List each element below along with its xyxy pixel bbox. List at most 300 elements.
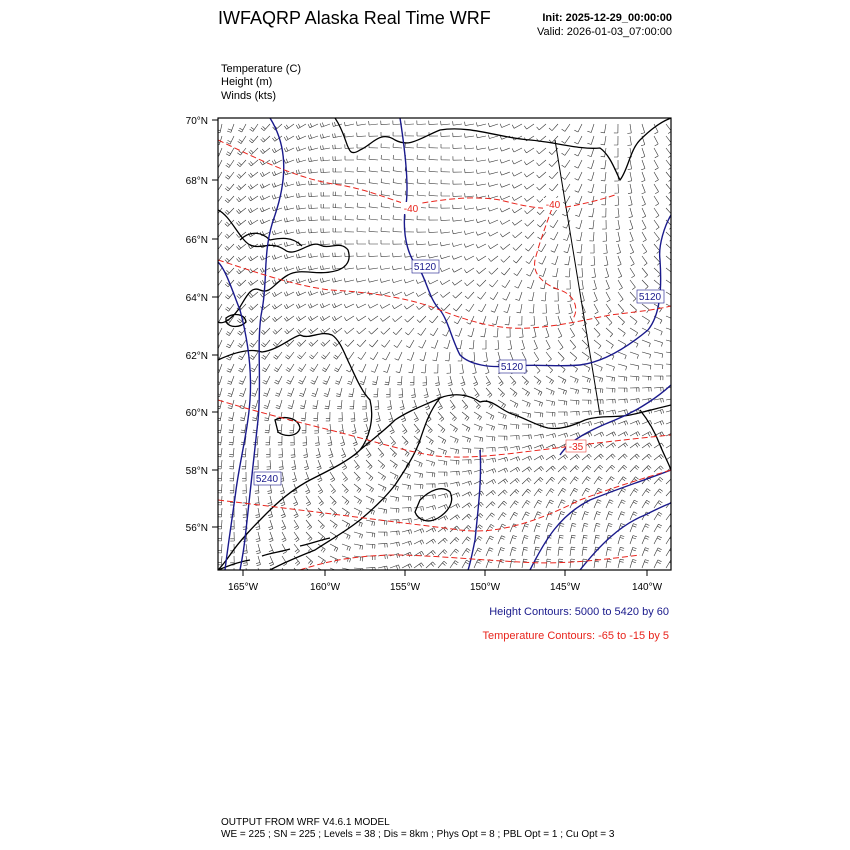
- wind-barb: [546, 423, 555, 427]
- wind-barb: [335, 376, 342, 384]
- wind-barb: [510, 536, 517, 545]
- wind-barb: [476, 232, 486, 236]
- wind-barb: [429, 144, 438, 148]
- wind-barb: [263, 376, 271, 384]
- wind-barb: [242, 460, 246, 469]
- wind-barb: [342, 496, 349, 505]
- wind-barb: [537, 148, 547, 154]
- wind-barb: [514, 268, 522, 276]
- wind-barb: [414, 472, 423, 478]
- lat-label-66: 66°N: [185, 235, 208, 246]
- wind-barb: [522, 467, 532, 472]
- wind-barb: [539, 268, 546, 277]
- wind-barb: [309, 205, 318, 209]
- wind-barb: [309, 193, 318, 197]
- wind-barb: [402, 519, 412, 523]
- wind-barb: [393, 316, 403, 322]
- wind-barb: [426, 528, 436, 533]
- wind-barb: [392, 279, 402, 283]
- wind-barb: [440, 280, 450, 285]
- wind-barb: [606, 410, 616, 414]
- wind-barb: [429, 316, 438, 323]
- wind-barb: [614, 148, 618, 157]
- wind-barb: [368, 278, 378, 282]
- wind-barb: [582, 512, 589, 521]
- wind-barb: [320, 278, 330, 283]
- wind-barb: [606, 512, 613, 521]
- wind-barb: [268, 496, 273, 506]
- wind-barb: [396, 364, 402, 373]
- wind-barb: [594, 376, 603, 382]
- wind-barb: [532, 328, 536, 338]
- wind-barb: [491, 304, 498, 312]
- wind-barb: [318, 484, 323, 494]
- wind-barb: [248, 184, 258, 189]
- wind-barb: [588, 172, 594, 181]
- wind-barb: [390, 554, 400, 558]
- wind-barb: [534, 489, 543, 496]
- wind-barb: [565, 256, 571, 265]
- wind-barb: [642, 352, 651, 358]
- wind-barb: [341, 448, 346, 458]
- coastline-north: [335, 118, 671, 180]
- temperature-contour-inner: [535, 200, 576, 320]
- wind-barb: [465, 181, 474, 185]
- wind-barb: [274, 364, 282, 372]
- wind-barb: [381, 340, 390, 347]
- wind-barb: [617, 244, 621, 254]
- wind-barb: [429, 229, 438, 233]
- wind-barb: [615, 184, 619, 193]
- wind-barb: [498, 436, 507, 440]
- wind-barb: [570, 535, 576, 544]
- wind-barb: [309, 181, 318, 185]
- wind-barb: [486, 436, 495, 441]
- wind-barb: [297, 181, 307, 185]
- wind-barb: [582, 400, 591, 404]
- wind-barb: [311, 388, 318, 397]
- wind-barb: [375, 400, 379, 409]
- wind-barb: [641, 172, 645, 182]
- wind-barb: [371, 364, 378, 372]
- wind-barb: [461, 376, 466, 386]
- wind-barb: [522, 376, 529, 385]
- wind-barb: [370, 352, 378, 360]
- wind-barb: [642, 489, 650, 496]
- wind-barb: [381, 203, 390, 208]
- wind-barb: [369, 121, 378, 125]
- wind-barb: [476, 146, 486, 150]
- wind-barb: [260, 219, 270, 224]
- wind-barb: [627, 136, 631, 146]
- wind-barb: [510, 559, 516, 568]
- wind-barb: [236, 220, 246, 226]
- wind-barb: [345, 328, 355, 334]
- wind-barb: [237, 292, 246, 298]
- wind-barb: [275, 388, 282, 396]
- wind-barb: [417, 155, 426, 160]
- temperature-label-40-b: -40: [545, 200, 561, 211]
- wind-barb: [534, 466, 544, 472]
- wind-barb: [486, 513, 495, 520]
- wind-barb: [513, 232, 523, 238]
- wind-barb: [342, 472, 348, 482]
- wind-barb: [357, 240, 366, 244]
- wind-barb: [256, 532, 261, 542]
- wind-barb: [594, 477, 602, 484]
- lon-label-165: 165°W: [227, 582, 259, 593]
- wind-barb: [378, 472, 386, 480]
- wind-barb: [558, 477, 567, 484]
- wind-barb: [618, 559, 624, 568]
- wind-barb: [284, 206, 294, 210]
- wind-barb: [240, 412, 246, 421]
- wind-barb: [606, 364, 615, 371]
- wind-barb: [416, 292, 426, 297]
- lat-label-56: 56°N: [185, 523, 208, 534]
- wind-barb: [330, 508, 337, 517]
- wind-barb: [387, 400, 391, 410]
- wind-barb: [237, 172, 246, 178]
- wind-barb: [587, 136, 594, 145]
- wind-barb: [558, 547, 563, 556]
- wind-barb: [469, 340, 474, 349]
- wind-barb: [429, 179, 438, 184]
- wind-barb: [642, 560, 649, 568]
- wind-barb: [230, 472, 234, 481]
- wind-barb: [334, 364, 342, 372]
- wind-barb: [462, 537, 471, 544]
- wind-barb: [546, 523, 552, 532]
- wind-barb: [432, 352, 438, 361]
- wind-barb: [476, 158, 486, 162]
- wind-barb: [576, 232, 582, 241]
- wind-barb: [308, 157, 318, 161]
- wind-barb: [476, 219, 486, 223]
- lon-label-140: 140°W: [631, 582, 663, 593]
- wind-barb: [462, 460, 471, 464]
- wind-barb: [570, 352, 577, 361]
- wind-barb: [654, 477, 663, 484]
- wind-barb: [594, 292, 598, 302]
- wind-barb: [452, 230, 462, 234]
- wind-barb: [306, 568, 313, 577]
- wind-barb: [525, 232, 534, 239]
- wind-barb: [474, 412, 482, 420]
- wind-barb: [441, 217, 450, 221]
- wind-barb: [351, 412, 355, 421]
- wind-barb: [498, 447, 508, 451]
- wind-barb: [447, 364, 451, 373]
- wind-barb: [577, 244, 582, 253]
- wind-barb: [525, 244, 534, 251]
- wind-barb: [642, 244, 647, 254]
- wind-barb: [594, 410, 604, 414]
- wind-barb: [502, 280, 510, 288]
- wind-barb: [654, 196, 659, 206]
- wind-barb: [606, 454, 615, 460]
- wind-barb: [606, 376, 615, 382]
- wind-barb: [366, 448, 371, 458]
- wind-barb: [369, 179, 378, 184]
- wind-barb: [654, 208, 659, 218]
- wind-barb: [342, 520, 350, 528]
- wind-barb: [249, 160, 258, 166]
- wind-barb: [293, 496, 298, 506]
- wind-barb: [486, 424, 495, 430]
- wind-barb: [272, 230, 282, 235]
- wind-barb: [537, 220, 546, 227]
- wind-barb: [562, 148, 571, 155]
- wind-barb: [630, 280, 635, 290]
- wind-barb: [537, 160, 547, 166]
- wind-barb: [515, 280, 523, 288]
- wind-barb: [304, 460, 309, 470]
- wind-barb: [641, 148, 645, 158]
- wind-barb: [476, 134, 486, 138]
- wind-barb: [435, 376, 439, 386]
- wind-barb: [321, 204, 330, 208]
- wind-barb: [558, 328, 562, 338]
- wind-barb: [357, 328, 366, 334]
- wind-barb: [618, 547, 624, 556]
- wind-barb: [294, 532, 299, 542]
- wind-barb: [265, 424, 270, 433]
- wind-barb: [381, 328, 390, 334]
- wind-barb: [354, 496, 362, 504]
- wind-barb: [333, 145, 342, 149]
- wind-barb: [308, 123, 318, 128]
- wind-barb: [354, 484, 361, 493]
- wind-barb: [261, 340, 270, 347]
- wind-barb: [229, 436, 234, 445]
- wind-barb: [574, 160, 582, 168]
- wind-barb: [366, 472, 373, 481]
- wind-barb: [629, 220, 633, 230]
- wind-barb: [237, 148, 246, 155]
- wind-barb-field: [213, 121, 676, 578]
- wind-barb: [570, 500, 577, 508]
- wind-barb: [426, 539, 436, 544]
- wind-barb: [641, 160, 645, 170]
- wind-barb: [216, 388, 222, 397]
- wind-barb: [606, 280, 610, 290]
- wind-barb: [386, 388, 390, 397]
- wind-barb: [428, 280, 438, 284]
- wind-barb: [399, 388, 403, 397]
- wind-barb: [357, 167, 366, 172]
- wind-barb: [510, 376, 516, 385]
- wind-barb: [558, 433, 568, 438]
- wind-barb: [354, 532, 363, 538]
- wind-barb: [476, 182, 486, 186]
- wind-barb: [302, 424, 306, 433]
- wind-barb: [426, 562, 435, 568]
- wind-barb: [630, 376, 639, 381]
- wind-barb: [654, 387, 663, 391]
- wind-barb: [666, 536, 674, 544]
- wind-barb: [474, 388, 479, 398]
- wind-barb: [357, 228, 366, 233]
- wind-barb: [261, 124, 270, 131]
- wind-barb: [282, 532, 287, 542]
- wind-barb: [268, 520, 272, 530]
- wind-barb: [465, 157, 474, 161]
- wind-barb: [345, 133, 354, 137]
- wind-barb: [591, 256, 595, 265]
- wind-barb: [582, 465, 591, 472]
- wind-barb: [385, 376, 390, 385]
- wind-barb: [488, 220, 498, 224]
- wind-barb: [522, 489, 531, 496]
- wind-barb: [654, 466, 663, 472]
- wind-barb: [450, 460, 459, 465]
- wind-barb: [549, 172, 558, 179]
- wind-barb: [545, 328, 549, 338]
- wind-barb: [392, 266, 402, 270]
- wind-barb: [606, 316, 612, 325]
- wind-barb: [225, 244, 234, 250]
- wind-barb: [542, 304, 546, 313]
- wind-barb: [510, 424, 519, 429]
- wind-barb: [486, 548, 493, 556]
- wind-barb: [594, 364, 602, 371]
- wind-barb: [414, 460, 422, 467]
- wind-barb: [453, 217, 462, 221]
- wind-barb: [333, 352, 342, 359]
- wind-barb: [537, 184, 546, 190]
- wind-barb: [273, 328, 282, 334]
- wind-barb: [322, 364, 330, 372]
- wind-barb: [260, 207, 270, 212]
- wind-barb: [318, 496, 324, 506]
- wind-barb: [357, 215, 366, 220]
- wind-barb: [486, 448, 495, 452]
- wind-barb: [296, 135, 306, 140]
- wind-barb: [549, 124, 558, 131]
- wind-barb: [522, 388, 530, 396]
- wind-barb: [438, 448, 447, 455]
- wind-barb: [260, 292, 270, 297]
- wind-barb: [574, 148, 582, 156]
- wind-barb: [390, 565, 400, 570]
- wind-barb: [602, 220, 606, 229]
- wind-barb: [512, 208, 522, 213]
- wind-barb: [423, 376, 427, 385]
- wind-barb: [522, 478, 531, 484]
- wind-barb: [344, 316, 354, 321]
- wind-barb: [250, 124, 258, 131]
- wind-barb: [594, 535, 600, 544]
- temperature-label-35: -35: [568, 442, 584, 453]
- wind-barb: [440, 255, 450, 259]
- wind-barb: [582, 477, 591, 484]
- wind-barb: [486, 388, 492, 397]
- wind-barb: [510, 467, 520, 472]
- wind-barb: [486, 502, 495, 508]
- wind-barb: [332, 328, 342, 334]
- wind-barb: [486, 490, 496, 496]
- wind-barb: [260, 256, 270, 261]
- wind-barb: [342, 484, 348, 493]
- wind-barb: [393, 132, 402, 136]
- wind-barb: [290, 424, 295, 433]
- wind-barb: [326, 412, 330, 421]
- wind-barb: [229, 460, 234, 469]
- wind-barb: [261, 328, 270, 335]
- wind-barb: [306, 508, 311, 518]
- wind-barb: [569, 304, 573, 314]
- wind-barb: [414, 529, 424, 534]
- wind-barb: [321, 216, 330, 220]
- wind-barb: [615, 196, 619, 205]
- wind-barb: [654, 220, 659, 230]
- wind-barb: [311, 376, 318, 384]
- wind-barb: [582, 488, 590, 496]
- wind-barb: [230, 496, 234, 505]
- wind-barb: [606, 465, 615, 472]
- wind-barb: [570, 547, 575, 556]
- wind-barb: [594, 454, 603, 460]
- wind-barb: [353, 436, 358, 446]
- wind-barb: [303, 448, 307, 458]
- wind-barb: [488, 183, 498, 187]
- wind-barb: [562, 196, 570, 204]
- wind-barb: [251, 388, 258, 396]
- temperature-contour-legend: Temperature Contours: -65 to -15 by 5: [482, 630, 669, 642]
- wind-barb: [441, 180, 450, 184]
- wind-barb: [654, 409, 664, 414]
- wind-barb: [606, 304, 611, 314]
- wind-barb: [284, 267, 294, 272]
- wind-barb: [603, 232, 607, 241]
- wind-barb: [474, 560, 481, 568]
- wind-barb: [237, 244, 247, 250]
- wind-barb: [366, 484, 374, 492]
- lat-label-60: 60°N: [185, 408, 208, 419]
- wind-barb: [570, 400, 579, 405]
- wind-barb: [284, 159, 294, 164]
- wind-barb: [666, 513, 675, 520]
- wind-barb: [466, 304, 474, 312]
- height-contour-labels: [254, 260, 664, 485]
- wind-barb: [666, 560, 674, 568]
- wind-barb: [534, 376, 541, 385]
- wind-barb: [450, 537, 459, 544]
- wind-barb: [380, 266, 390, 270]
- wind-barb: [441, 304, 450, 311]
- variable-temperature: Temperature (C): [221, 63, 302, 75]
- wind-barb: [441, 204, 450, 208]
- wind-barb: [347, 376, 354, 385]
- wind-barb: [488, 158, 498, 162]
- wind-barb: [342, 544, 351, 551]
- wind-barb: [465, 133, 475, 137]
- wind-barb: [498, 376, 503, 386]
- wind-barb: [500, 208, 510, 212]
- wind-barb: [392, 304, 402, 309]
- wind-barb: [251, 376, 258, 384]
- wind-barb: [498, 490, 507, 496]
- wind-barb: [630, 268, 635, 278]
- wind-barb: [381, 253, 390, 257]
- wind-barb: [410, 376, 414, 385]
- wind-barb: [441, 132, 450, 136]
- wind-barb: [373, 388, 378, 397]
- wind-barb: [438, 494, 448, 499]
- wind-barb: [570, 454, 580, 460]
- wind-barb: [284, 124, 294, 129]
